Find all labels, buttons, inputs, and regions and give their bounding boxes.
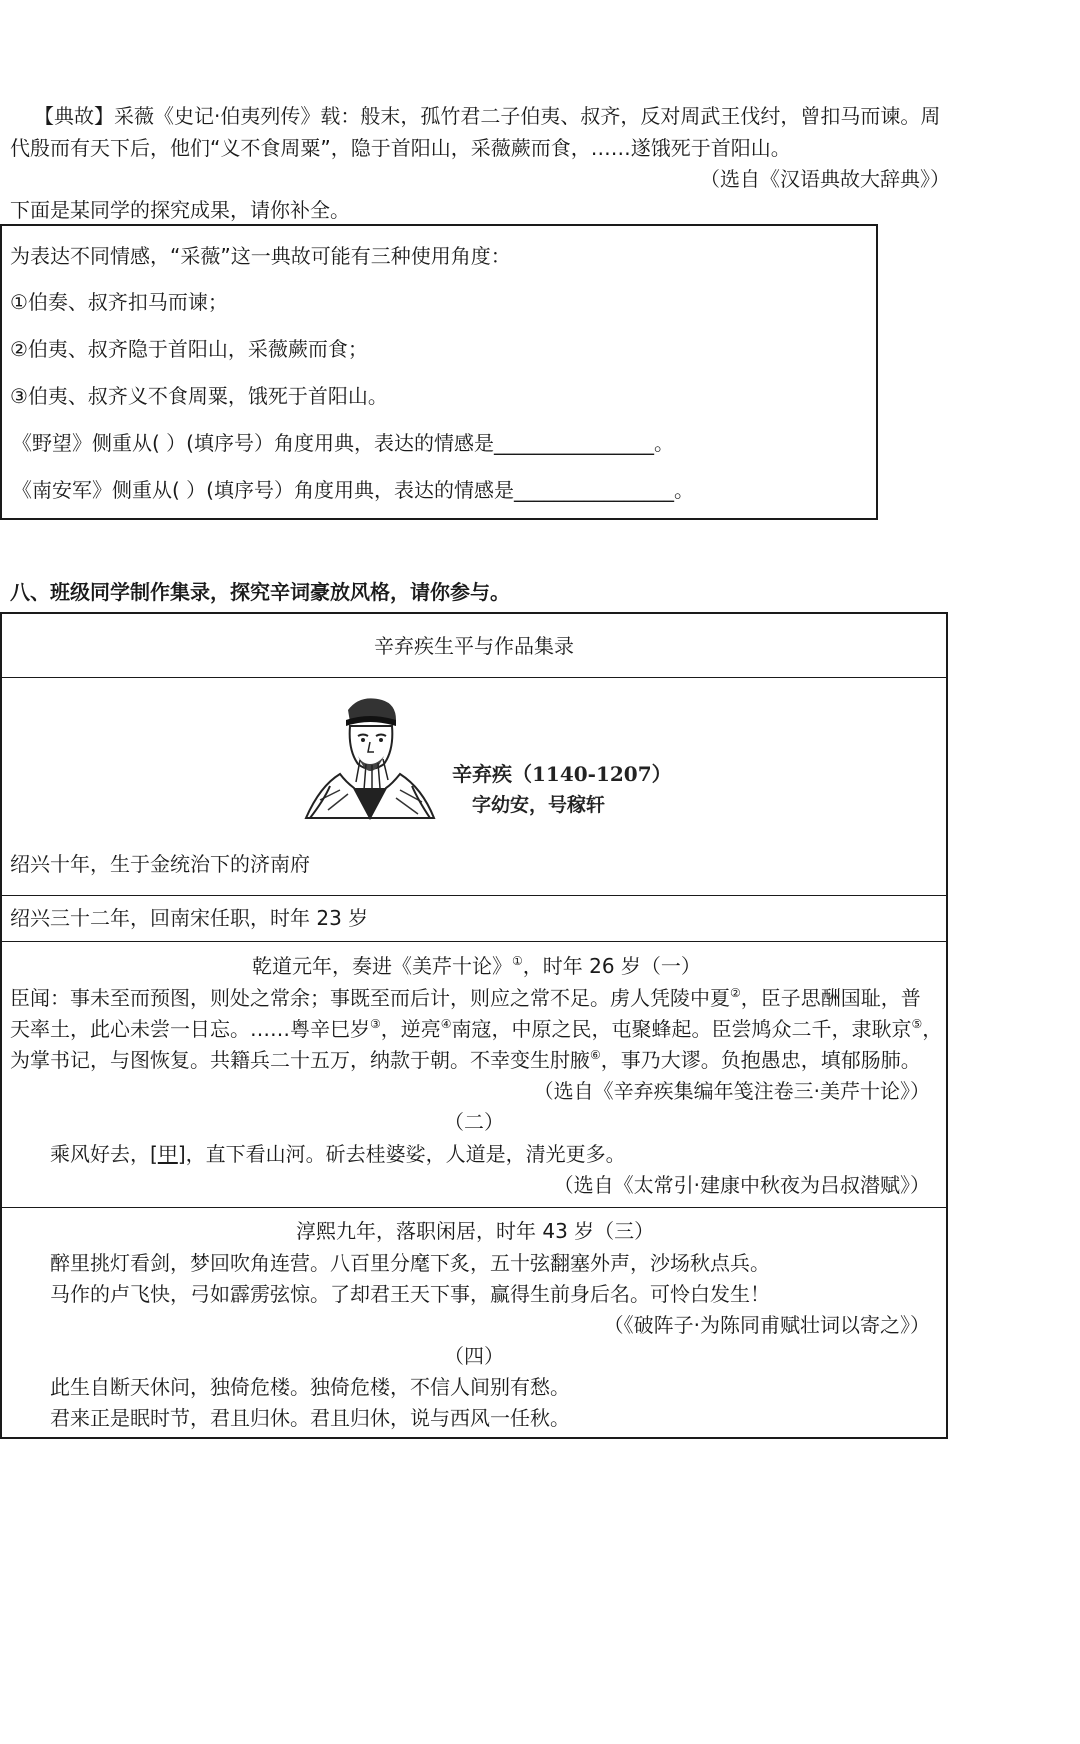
angle-item-2: ②伯夷、叔齐隐于首阳山，采薇蕨而食； [10, 337, 368, 361]
xin-qiji-portrait [300, 690, 440, 820]
row3-heading: 乾道元年，奏进《美芹十论》①，时年 26 岁（一） [252, 954, 701, 978]
allusion-line-2: 代殷而有天下后，他们“义不食周粟”，隐于首阳山，采薇蕨而食，……遂饿死于首阳山。 [10, 136, 791, 160]
poem-4-line-2: 君来正是眠时节，君且归休。君且归休，说与西风一任秋。 [50, 1406, 570, 1430]
row-divider-2 [0, 941, 948, 942]
memorial-line-2: 天率土，此心未尝一日忘。……粤辛巳岁③，逆亮④南寇，中原之民，屯聚蜂起。臣尝鸠众二千，隶耿京⑤， [10, 1017, 943, 1041]
poem-2-source: （选自《太常引·建康中秋夜为吕叔潜赋》） [553, 1173, 930, 1197]
angle-heading: 为表达不同情感，“采薇”这一典故可能有三种使用角度： [10, 244, 511, 268]
allusion-line-1: 【典故】采薇《史记·伯夷列传》载：般末，孤竹君二子伯夷、叔齐，反对周武王伐纣，曾扣马而谏。周 [34, 104, 941, 128]
poem-3-line-2: 马作的卢飞快，弓如霹雳弦惊。了却君王天下事，赢得生前身后名。可怜白发生！ [50, 1282, 770, 1306]
row-divider-3 [0, 1207, 948, 1208]
table-title: 辛弃疾生平与作品集录 [374, 634, 574, 658]
table-divider [0, 677, 948, 678]
row-divider-1 [0, 895, 948, 896]
memorial-line-3: 为掌书记，与图恢复。共籍兵二十五万，纳款于朝。不幸变生肘腋⑥，事乃大谬。负抱愚忠，填郁肠肺。 [10, 1048, 921, 1072]
poem-4-line-1: 此生自断天休问，独倚危楼。独倚危楼，不信人间别有愁。 [50, 1375, 570, 1399]
portrait-courtesy: 字幼安，号稼轩 [472, 794, 606, 816]
timeline-row-1: 绍兴十年，生于金统治下的济南府 [10, 852, 310, 876]
poem-3-source: （《破阵子·为陈同甫赋壮词以寄之》） [603, 1313, 930, 1337]
poem-4-label: （四） [444, 1344, 504, 1368]
poem-2-text: 乘风好去，[甲]，直下看山河。斫去桂婆娑，人道是，清光更多。 [50, 1142, 626, 1166]
question-nananjun: 《南安军》侧重从( ）(填序号）角度用典，表达的情感是________________。 [12, 478, 694, 502]
exploration-intro: 下面是某同学的探究成果，请你补全。 [10, 198, 350, 222]
row4-heading: 淳熙九年，落职闲居，时年 43 岁（三） [296, 1219, 655, 1243]
memorial-line-1: 臣闻：事未至而预图，则处之常余；事既至而后计，则应之常不足。虏人凭陵中夏②，臣子思酬国耻，普 [10, 986, 921, 1010]
timeline-row-2: 绍兴三十二年，回南宋任职，时年 23 岁 [10, 906, 369, 930]
angle-item-3: ③伯夷、叔齐义不食周粟，饿死于首阳山。 [10, 384, 388, 408]
poem-2-label: （二） [444, 1110, 504, 1134]
memorial-source: （选自《辛弃疾集编年笺注卷三·美芹十论》） [533, 1079, 930, 1103]
question-yewang: 《野望》侧重从( ）(填序号）角度用典，表达的情感是________________。 [12, 431, 674, 455]
portrait-name: 辛弃疾（1140-1207） [452, 762, 672, 786]
angle-item-1: ①伯奏、叔齐扣马而谏； [10, 290, 228, 314]
poem-2-blank: 甲 [157, 1142, 178, 1166]
poem-3-line-1: 醉里挑灯看剑，梦回吹角连营。八百里分麾下炙，五十弦翻塞外声，沙场秋点兵。 [50, 1251, 770, 1275]
section-8-title: 八、班级同学制作集录，探究辛词豪放风格，请你参与。 [10, 580, 510, 604]
allusion-source: （选自《汉语典故大辞典》） [700, 167, 950, 191]
